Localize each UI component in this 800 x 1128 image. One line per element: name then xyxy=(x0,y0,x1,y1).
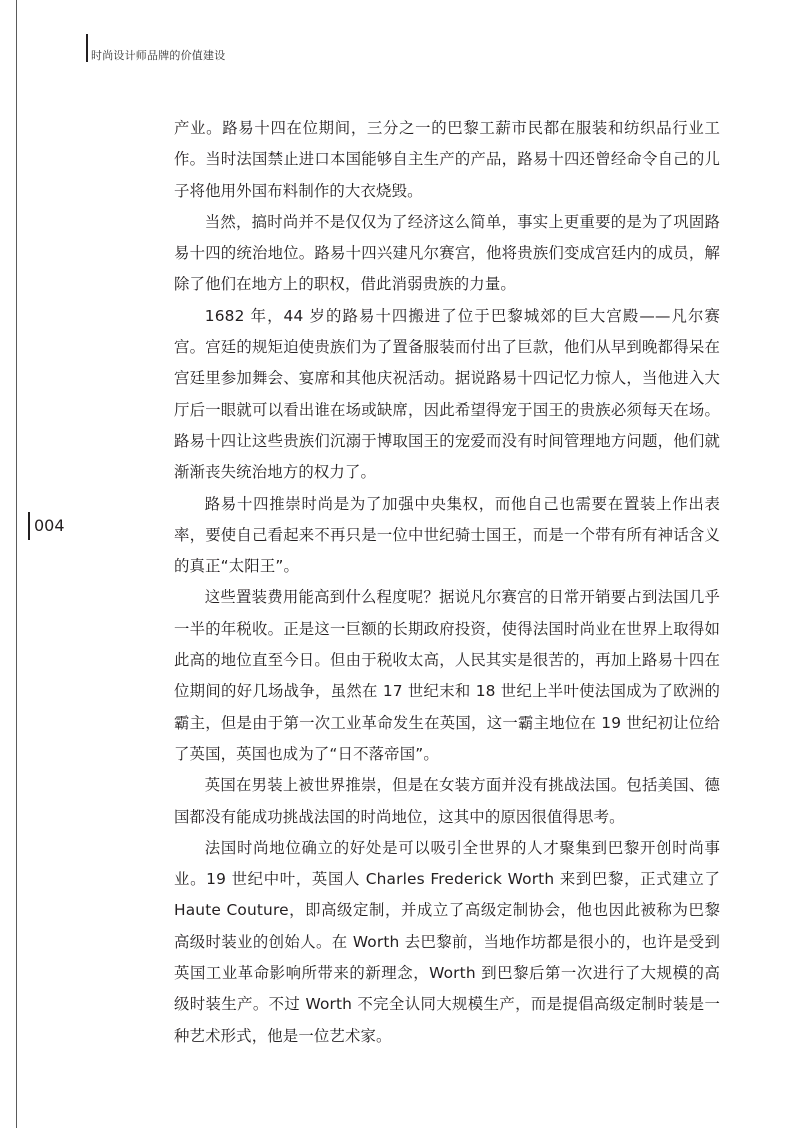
paragraph: 英国在男装上被世界推崇，但是在女装方面并没有挑战法国。包括美国、德国都没有能成功挑战法国的时尚地位，这其中的原因很值得思考。 xyxy=(174,776,720,826)
paragraph: 路易十四推崇时尚是为了加强中央集权，而他自己也需要在置装上作出表率，要使自己看起来不再只是一位中世纪骑士国王，而是一个带有所有神话含义的真正“太阳王”。 xyxy=(174,494,720,576)
page-number-marker xyxy=(28,512,30,540)
paragraph: 法国时尚地位确立的好处是可以吸引全世界的人才聚集到巴黎开创时尚事业。19 世纪中叶，英国人 Charles Frederick Worth 来到巴黎，正式建立了 Haute Couture，即高级定制，并成立了高级定制协会，他也因此被称为巴黎高级时装业的创始人。在 Worth 去巴黎前，当地作坊都是很小的，也许是受到英国工业革命影响所带来的新理念，Worth 到巴黎后第一次进行了大规模的高级时装生产。不过 Worth 不完全认同大规模生产，而是提倡高级定制时装是一种艺术形式，他是一位艺术家。 xyxy=(174,838,720,1045)
body-text xyxy=(174,113,720,1052)
paragraph: 产业。路易十四在位期间，三分之一的巴黎工薪市民都在服装和纺织品行业工作。当时法国禁止进口本国能够自主生产的产品，路易十四还曾经命令自己的儿子将他用外国布料制作的大衣烧毁。 xyxy=(174,119,720,200)
running-head-marker xyxy=(86,34,88,62)
page-number: 004 xyxy=(34,516,65,535)
paragraph: 这些置装费用能高到什么程度呢？据说凡尔赛宫的日常开销要占到法国几乎一半的年税收。正是这一巨额的长期政府投资，使得法国时尚业在世界上取得如此高的地位直至今日。但由于税收太高，人民其实是很苦的，再加上路易十四在位期间的好几场战争，虽然在 17 世纪末和 18 世纪上半叶使法国成为了欧洲的霸主，但是由于第一次工业革命发生在英国，这一霸主地位在 19 世纪初让位给了英国，英国也成为了“日不落帝国”。 xyxy=(174,588,720,763)
running-head-title: 时尚设计师品牌的价值建设 xyxy=(91,49,226,62)
page-edge-rule xyxy=(16,0,17,1128)
paragraph: 当然，搞时尚并不是仅仅为了经济这么简单，事实上更重要的是为了巩固路易十四的统治地位。路易十四兴建凡尔赛宫，他将贵族们变成宫廷内的成员，解除了他们在地方上的职权，借此消弱贵族的力量。 xyxy=(174,212,720,294)
paragraph: 1682 年，44 岁的路易十四搬进了位于巴黎城郊的巨大宫殿——凡尔赛宫。宫廷的规矩迫使贵族们为了置备服装而付出了巨款，他们从早到晚都得呆在宫廷里参加舞会、宴席和其他庆祝活动。据说路易十四记忆力惊人，当他进入大厅后一眼就可以看出谁在场或缺席，因此希望得宠于国王的贵族必须每天在场。路易十四让这些贵族们沉溺于博取国王的宠爱而没有时间管理地方问题，他们就渐渐丧失统治地方的权力了。 xyxy=(174,306,720,482)
